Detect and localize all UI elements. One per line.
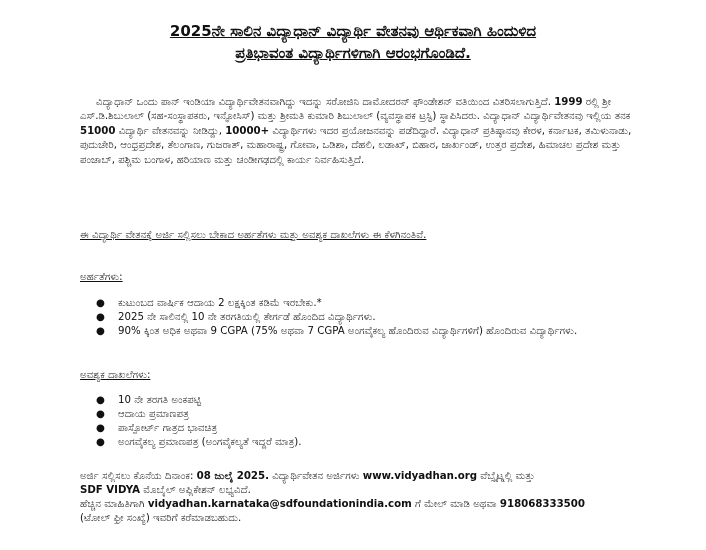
list-item: ● ಪಾಸ್ಪೋರ್ಟ್ ಗಾತ್ರದ ಭಾವಚಿತ್ರ (96, 423, 218, 434)
para-scholarship-count: 51000 (80, 125, 116, 137)
bullet-icon: ● (96, 409, 105, 420)
list-item: ● 90% ಕ್ಕಿಂತ ಅಧಿಕ ಅಥವಾ 9 CGPA (75% ಅಥವಾ 7 CGPA ಅಂಗವೈಕಲ್ಯ ಹೊಂದಿರುವ ವಿದ್ಯಾರ್ಥಿಗಳಿಗೆ) ಹೊಂದಿರುವ ವಿದ್ಯಾರ್ಥಿಗಳು. (96, 326, 578, 337)
footer-line-1: ಅರ್ಜಿ ಸಲ್ಲಿಸಲು ಕೊನೆಯ ದಿನಾಂಕ: 08 ಜುಲೈ 2025. ವಿದ್ಯಾರ್ಥಿವೇತನ ಅರ್ಜಿಗಳು www.vidyadhan.org ವೆಬ್ಸೈಟ್ನಲ್ಲಿ ಮತ್ತು (80, 471, 535, 482)
requirements-intro: ಈ ವಿದ್ಯಾರ್ಥಿ ವೇತನಕ್ಕೆ ಅರ್ಜಿ ಸಲ್ಲಿಸಲು ಬೇಕಾದ ಅರ್ಹತೆಗಳು ಮತ್ತು ಅವಶ್ಯಕ ದಾಖಲೆಗಳು ಈ ಕೆಳಗಿನಂತಿವೆ. (80, 230, 427, 241)
footer-line-3: ಹೆಚ್ಚಿನ ಮಾಹಿತಿಗಾಗಿ vidyadhan.karnataka@sdfoundationindia.com ಗೆ ಮೇಲ್ ಮಾಡಿ ಅಥವಾ 918068333500 (80, 499, 585, 510)
list-item: ● ಆದಾಯ ಪ್ರಮಾಣಪತ್ರ (96, 409, 189, 420)
para-text-1: ವಿದ್ಯಾಧಾನ್ ಒಂದು ಪಾನ್ ಇಂಡಿಯಾ ವಿದ್ಯಾರ್ಥಿವೇತನವಾಗಿದ್ದು ಇದನ್ನು ಸರೋಜಿನಿ ದಾಮೋದರನ್ ಫೌಂಡೇಶನ್ ವತಿಯಿಂದ ವಿತರಿಸಲಾಗುತ್ತಿದೆ. (96, 97, 555, 108)
para-student-count: 10000+ (225, 125, 270, 137)
phone-number[interactable]: 918068333500 (499, 499, 585, 510)
footer-line-2: SDF VIDYA ಮೊಬೈಲ್ ಅಪ್ಲಿಕೇಶನ್ ಲಭ್ಯವಿದೆ. (80, 485, 251, 496)
title-line-1: 2025ನೇ ಸಾಲಿನ ವಿದ್ಯಾಧಾನ್ ವಿದ್ಯಾರ್ಥಿ ವೇತನವು ಆರ್ಥಿಕವಾಗಿ ಹಿಂದುಳಿದ (169, 22, 537, 40)
documents-heading: ಅವಶ್ಯಕ ದಾಖಲೆಗಳು: (80, 370, 151, 381)
para-text-3: ವಿದ್ಯಾರ್ಥಿ ವೇತನವನ್ನು ನೀಡಿದ್ದು, (115, 125, 226, 137)
para-text-4: ವಿದ್ಯಾರ್ಥಿಗಳು ಇದರ ಪ್ರಯೋಜನವನ್ನು ಪಡೆದಿದ್ದಾರೆ. ವಿದ್ಯಾಧಾನ್ ಪ್ರತಿಷ್ಠಾನವು ಕೇರಳ, ಕರ್ನಾಟಕ, ತಮಿಳುನಾಡು, ಪುದುಚೇರಿ, ಆಂಧ್ರಪ್ರದೇಶ, ತೆಲಂಗಾಣ, ಗುಜರಾತ್, ಮಹಾರಾಷ್ಟ್ರ, ಗೋವಾ, ಒಡಿಶಾ, ದೆಹಲಿ, ಲಡಾಖ್, ಬಿಹಾರ, ಜಾರ್ಖಂಡ್, ಉತ್ತರ ಪ್ರದೇಶ, ಹಿಮಾಚಲ ಪ್ರದೇಶ ಮತ್ತು ಪಂಜಾಬ್, ಪಶ್ಚಿಮ ಬಂಗಾಳ, ಹರಿಯಾಣ ಮತ್ತು ಚಂಡೀಗಢದಲ್ಲಿ ಕಾರ್ಯ ನಿರ್ವಹಿಸುತ್ತಿದೆ. (80, 125, 632, 166)
bullet-icon: ● (96, 298, 105, 309)
documents-list (90, 394, 640, 450)
bullet-icon: ● (96, 395, 105, 406)
list-item: ● 2025 ನೇ ಸಾಲಿನಲ್ಲಿ 10 ನೇ ತರಗತಿಯಲ್ಲಿ ತೇರ್ಗಡೆ ಹೊಂದಿದ ವಿದ್ಯಾರ್ಥಿಗಳು. (96, 312, 376, 323)
list-item: ● ಕುಟುಂಬದ ವಾರ್ಷಿಕ ಆದಾಯ 2 ಲಕ್ಷಕ್ಕಿಂತ ಕಡಿಮೆ ಇರಬೇಕು.* (96, 298, 322, 309)
footer-line-4: (ಟೋಲ್ ಫ್ರೀ ಸಂಖ್ಯೆ) ಇವರಿಗೆ ಕರೆಮಾಡಬಹುದು. (80, 513, 242, 524)
app-name: SDF VIDYA (80, 485, 140, 496)
bullet-icon: ● (96, 326, 105, 337)
footer-contact (80, 470, 660, 526)
email-link[interactable]: vidyadhan.karnataka@sdfoundationindia.com (147, 499, 412, 510)
list-item: ● 10 ನೇ ತರಗತಿ ಅಂಕಪಟ್ಟಿ (96, 395, 202, 406)
website-link[interactable]: www.vidyadhan.org (362, 471, 478, 482)
eligibility-list (90, 297, 640, 339)
para-year: 1999 (554, 97, 583, 108)
eligibility-heading: ಅರ್ಹತೆಗಳು: (80, 272, 123, 283)
title-line-2: ಪ್ರತಿಭಾವಂತ ವಿದ್ಯಾರ್ಥಿಗಳಿಗಾಗಿ ಆರಂಭಗೊಂಡಿದೆ. (235, 44, 471, 62)
document-title (80, 20, 626, 64)
list-item: ● ಅಂಗವೈಕಲ್ಯ ಪ್ರಮಾಣಪತ್ರ (ಅಂಗವೈಕಲ್ಯತೆ ಇದ್ದರೆ ಮಾತ್ರ). (96, 437, 302, 448)
about-paragraph (80, 96, 636, 168)
deadline-date: 08 ಜುಲೈ 2025. (196, 471, 269, 482)
para-text-2: ರಲ್ಲಿ ಶ್ರೀ ಎಸ್.ಡಿ.ಶಿಬುಲಾಲ್ (ಸಹ-ಸಂಸ್ಥಾಪಕರು, ಇನ್ಫೋಸಿಸ್) ಮತ್ತು ಶ್ರೀಮತಿ ಕುಮಾರಿ ಶಿಬುಲಾಲ್ (ವ್ಯವಸ್ಥಾಪಕ ಟ್ರಸ್ಟಿ) ಸ್ಥಾಪಿಸಿದರು. ವಿದ್ಯಾಧಾನ್ ವಿದ್ಯಾರ್ಥಿವೇತನವು ಇಲ್ಲಿಯ ತನಕ (80, 97, 631, 123)
bullet-icon: ● (96, 437, 105, 448)
bullet-icon: ● (96, 423, 105, 434)
bullet-icon: ● (96, 312, 105, 323)
